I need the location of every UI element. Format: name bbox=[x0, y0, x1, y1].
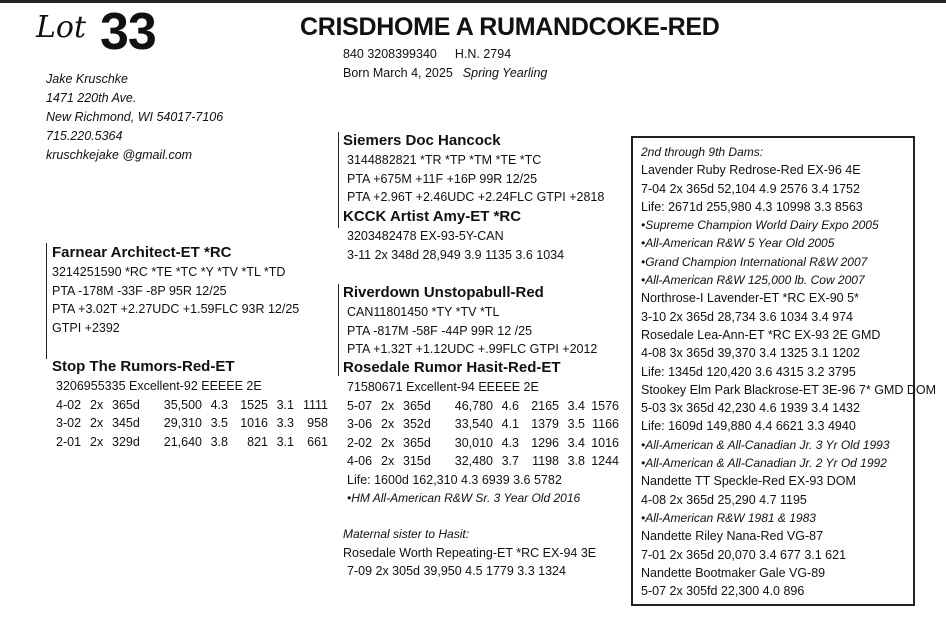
record-cell: 3.4 bbox=[567, 435, 585, 450]
record-cell: 4-06 bbox=[347, 454, 373, 468]
dam-note: •All-American R&W 1981 & 1983 bbox=[641, 510, 816, 525]
record-cell: 1525 bbox=[240, 397, 268, 412]
maternal-sister-record: 7-09 2x 305d 39,950 4.5 1779 3.3 1324 bbox=[347, 564, 566, 578]
record-cell: 2x bbox=[90, 397, 104, 412]
record-cell: 4-02 bbox=[56, 397, 82, 412]
dam-dam-block bbox=[343, 358, 619, 508]
birth-line bbox=[343, 66, 547, 80]
record-cell: 3.3 bbox=[276, 416, 294, 430]
record-cell: 3.1 bbox=[276, 397, 294, 412]
dam-ancestor-name: Nandette Bootmaker Gale VG-89 bbox=[641, 565, 826, 580]
record-cell: 365d bbox=[112, 397, 140, 412]
dam-line1: 3206955335 Excellent-92 EEEEE 2E bbox=[56, 379, 262, 393]
ancestral-dams-box bbox=[631, 136, 936, 606]
owner-address2: New Richmond, WI 54017-7106 bbox=[46, 110, 224, 124]
record-row bbox=[56, 396, 328, 415]
dam-note: 2nd through 9th Dams: bbox=[641, 145, 764, 159]
record-cell: 3.4 bbox=[567, 398, 585, 413]
record-cell: 3.8 bbox=[567, 454, 585, 468]
sire-line1: 3214251590 *RC *TE *TC *Y *TV *TL *TD bbox=[52, 265, 286, 279]
dam-dam-life: Life: 1600d 162,310 4.3 6939 3.6 5782 bbox=[347, 472, 562, 487]
dam-sire-block bbox=[343, 283, 597, 359]
dam-sire-line3: PTA +1.32T +1.12UDC +.99FLC GTPI +2012 bbox=[347, 342, 598, 356]
dam-ancestor-name: Nandette TT Speckle-Red EX-93 DOM bbox=[641, 474, 856, 489]
lot-label: Lot bbox=[36, 10, 87, 45]
dam-sire-name: Riverdown Unstopabull-Red bbox=[343, 284, 544, 301]
dam-ancestor-record: Life: 2671d 255,980 4.3 10998 3.3 8563 bbox=[641, 199, 863, 214]
record-cell: 46,780 bbox=[454, 398, 493, 413]
dam-ancestor-record: 3-10 2x 365d 28,734 3.6 1034 3.4 974 bbox=[641, 309, 853, 324]
dam-dam-records bbox=[343, 397, 619, 471]
record-cell: 35,500 bbox=[163, 397, 202, 412]
dam-ancestor-record: 7-01 2x 365d 20,070 3.4 677 3.1 621 bbox=[641, 547, 847, 562]
hn-number: H.N. 2794 bbox=[454, 47, 512, 61]
record-cell: 30,010 bbox=[454, 435, 493, 450]
record-cell: 1166 bbox=[592, 417, 619, 431]
record-cell: 1244 bbox=[591, 454, 619, 468]
pedigree-bracket-left bbox=[46, 243, 47, 359]
birth-date: Born March 4, 2025 bbox=[343, 66, 453, 80]
record-cell: 3-06 bbox=[347, 417, 373, 431]
consignor-info bbox=[46, 70, 223, 165]
record-cell: 4.6 bbox=[501, 398, 519, 413]
dam-note: •All-American & All-Canadian Jr. 3 Yr Old 1993 bbox=[641, 437, 890, 452]
dam-dam-name: Rosedale Rumor Hasit-Red-ET bbox=[343, 359, 561, 376]
dam-ancestor-name: Northrose-I Lavender-ET *RC EX-90 5* bbox=[641, 291, 859, 306]
maternal-sister-block bbox=[343, 525, 596, 581]
dam-ancestor-name: Stookey Elm Park Blackrose-ET 3E-96 7* GMD DOM bbox=[641, 382, 936, 397]
record-cell: 352d bbox=[403, 417, 431, 431]
sire-dam-name: KCCK Artist Amy-ET *RC bbox=[343, 208, 522, 225]
record-cell: 5-07 bbox=[347, 398, 373, 413]
record-cell: 33,540 bbox=[454, 417, 493, 431]
sire-line4: GTPI +2392 bbox=[52, 320, 120, 335]
record-row bbox=[56, 414, 328, 433]
dam-parents-bracket bbox=[338, 284, 339, 376]
owner-phone: 715.220.5364 bbox=[46, 129, 123, 143]
sire-line2: PTA -178M -33F -8P 95R 12/25 bbox=[52, 283, 227, 298]
dam-ancestor-record: 5-07 2x 305fd 22,300 4.0 896 bbox=[641, 584, 805, 599]
dam-dam-line1: 71580671 Excellent-94 EEEEE 2E bbox=[347, 380, 539, 394]
record-row bbox=[347, 415, 619, 434]
record-cell: 2-01 bbox=[56, 434, 82, 449]
sire-dam-line1: 3203482478 EX-93-5Y-CAN bbox=[347, 229, 504, 243]
owner-name: Jake Kruschke bbox=[46, 72, 128, 86]
sire-dam-line2: 3-11 2x 348d 28,949 3.9 1135 3.6 1034 bbox=[347, 247, 565, 262]
dam-name: Stop The Rumors-Red-ET bbox=[52, 358, 235, 375]
dam-ancestor-name: Lavender Ruby Redrose-Red EX-96 4E bbox=[641, 163, 861, 178]
dam-note: •Supreme Champion World Dairy Expo 2005 bbox=[641, 218, 879, 233]
dam-note: •All-American & All-Canadian Jr. 2 Yr Od 1992 bbox=[641, 456, 887, 471]
sire-line3: PTA +3.02T +2.27UDC +1.59FLC 93R 12/25 bbox=[52, 302, 300, 316]
record-cell: 2x bbox=[90, 416, 104, 430]
record-cell: 1576 bbox=[591, 398, 619, 413]
record-cell: 315d bbox=[403, 454, 431, 468]
sire-sire-line3: PTA +2.96T +2.46UDC +2.24FLC GTPI +2818 bbox=[347, 190, 605, 204]
sire-sire-name: Siemers Doc Hancock bbox=[343, 132, 501, 149]
dam-dam-award: •HM All-American R&W Sr. 3 Year Old 2016 bbox=[347, 491, 581, 505]
record-cell: 365d bbox=[403, 398, 431, 413]
dam-sire-line2: PTA -817M -58F -44P 99R 12 /25 bbox=[347, 323, 533, 338]
record-cell: 3.1 bbox=[276, 434, 294, 449]
record-cell: 1111 bbox=[302, 397, 328, 412]
record-cell: 2x bbox=[381, 398, 395, 413]
record-cell: 2165 bbox=[531, 398, 559, 413]
record-cell: 3.5 bbox=[567, 417, 585, 431]
record-cell: 1016 bbox=[591, 435, 619, 450]
sire-name: Farnear Architect-ET *RC bbox=[52, 244, 232, 261]
maternal-sister-note: Maternal sister to Hasit: bbox=[343, 527, 470, 541]
record-cell: 4.3 bbox=[501, 435, 519, 450]
dam-ancestor-record: Life: 1609d 149,880 4.4 6621 3.3 4940 bbox=[641, 419, 856, 434]
dam-ancestor-record: 7-04 2x 365d 52,104 4.9 2576 3.4 1752 bbox=[641, 181, 860, 196]
dam-records bbox=[52, 396, 328, 452]
record-cell: 2x bbox=[381, 435, 395, 450]
record-cell: 329d bbox=[112, 434, 140, 449]
dam-ancestor-record: 5-03 3x 365d 42,230 4.6 1939 3.4 1432 bbox=[641, 401, 860, 416]
record-cell: 2x bbox=[381, 454, 395, 468]
record-cell: 4.3 bbox=[210, 397, 228, 412]
animal-name: CRISDHOME A RUMANDCOKE-RED bbox=[300, 13, 720, 41]
record-cell: 1016 bbox=[240, 416, 268, 430]
record-cell: 1296 bbox=[531, 435, 559, 450]
record-cell: 32,480 bbox=[454, 454, 493, 468]
sire-block bbox=[52, 243, 299, 337]
dam-note: •Grand Champion International R&W 2007 bbox=[641, 254, 868, 269]
record-row bbox=[56, 433, 328, 452]
record-cell: 2-02 bbox=[347, 435, 373, 450]
sire-sire-line2: PTA +675M +11F +16P 99R 12/25 bbox=[347, 171, 538, 186]
dam-block bbox=[52, 357, 328, 451]
record-cell: 4.1 bbox=[501, 417, 519, 431]
sire-sire-line1: 3144882821 *TR *TP *TM *TE *TC bbox=[347, 153, 542, 167]
dam-ancestor-record: 4-08 3x 365d 39,370 3.4 1325 3.1 1202 bbox=[641, 346, 860, 361]
record-cell: 365d bbox=[403, 435, 431, 450]
record-cell: 661 bbox=[307, 434, 328, 449]
registration-line bbox=[343, 47, 511, 61]
dam-sire-line1: CAN11801450 *TY *TV *TL bbox=[347, 305, 500, 319]
record-cell: 821 bbox=[247, 434, 268, 449]
owner-address1: 1471 220th Ave. bbox=[46, 91, 137, 105]
dam-note: •All-American R&W 5 Year Old 2005 bbox=[641, 236, 835, 251]
record-cell: 3.5 bbox=[210, 416, 228, 430]
record-cell: 345d bbox=[112, 416, 140, 430]
record-cell: 2x bbox=[381, 417, 395, 431]
lot-number: 33 bbox=[100, 3, 156, 61]
dam-note: •All-American R&W 125,000 lb. Cow 2007 bbox=[641, 273, 865, 288]
record-row bbox=[347, 452, 619, 471]
record-cell: 958 bbox=[307, 416, 328, 430]
owner-email: kruschkejake @gmail.com bbox=[46, 148, 193, 162]
record-cell: 21,640 bbox=[163, 434, 202, 449]
sire-parents-bracket bbox=[338, 132, 339, 228]
record-cell: 3.8 bbox=[210, 434, 228, 449]
record-cell: 1379 bbox=[531, 417, 559, 431]
dam-ancestor-name: Nandette Riley Nana-Red VG-87 bbox=[641, 529, 824, 544]
record-cell: 3-02 bbox=[56, 416, 82, 430]
reg-number: 840 3208399340 bbox=[343, 47, 437, 61]
dam-ancestor-record: Life: 1345d 120,420 3.6 4315 3.2 3795 bbox=[641, 364, 856, 379]
record-row bbox=[347, 397, 619, 416]
sire-dam-block bbox=[343, 207, 564, 264]
sire-sire-block bbox=[343, 131, 604, 207]
record-row bbox=[347, 434, 619, 453]
record-cell: 3.7 bbox=[501, 454, 519, 468]
maternal-sister-name: Rosedale Worth Repeating-ET *RC EX-94 3E bbox=[343, 545, 597, 560]
dam-ancestor-record: 4-08 2x 365d 25,290 4.7 1195 bbox=[641, 492, 807, 507]
record-cell: 2x bbox=[90, 434, 104, 449]
record-cell: 29,310 bbox=[163, 416, 202, 430]
ancestral-dams-list bbox=[641, 143, 936, 600]
dam-ancestor-name: Rosedale Lea-Ann-ET *RC EX-93 2E GMD bbox=[641, 327, 881, 342]
class-label: Spring Yearling bbox=[462, 66, 548, 80]
record-cell: 1198 bbox=[532, 454, 559, 468]
